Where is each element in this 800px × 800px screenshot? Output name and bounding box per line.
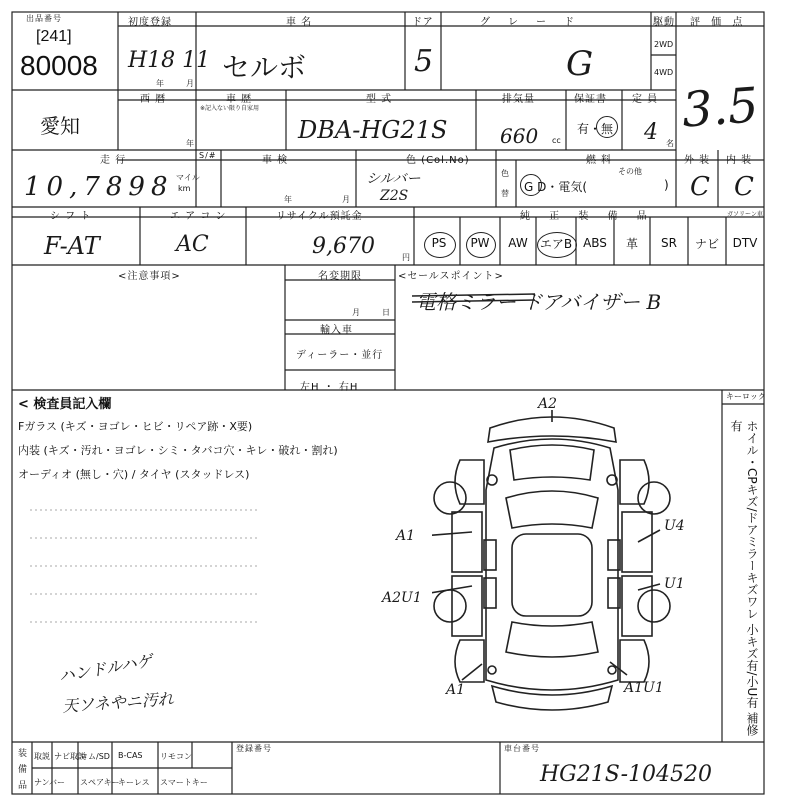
western-label: 西 暦 — [140, 94, 167, 105]
interior-line: 内装 (キズ・汚れ・ヨゴレ・シミ・タバコ穴・キレ・破れ・割れ) — [18, 444, 338, 457]
equip-pw-circle — [466, 232, 496, 258]
lot-number: 80008 — [20, 50, 98, 81]
equip-ps-circle — [424, 232, 456, 258]
keylock-label: キーロック — [726, 392, 766, 401]
lot-label: 出品番号 — [26, 14, 62, 23]
sales-point-strike — [410, 288, 540, 308]
equip-airbag: エアB — [539, 236, 573, 251]
audio-line: オーディオ (無し・穴) / タイヤ (スタッドレス) — [18, 468, 250, 481]
grade-label: グレード — [480, 17, 592, 28]
footer-bcas: B-CAS — [118, 751, 143, 760]
footer-spare-key: スペアキー — [80, 778, 120, 787]
equipment-label: 純 正 装 備 品 — [520, 211, 655, 222]
glass-line: Fガラス (キズ・ヨゴレ・ヒビ・リペア跡・X要) — [18, 420, 253, 433]
equip-ps: PS — [431, 236, 447, 250]
transfer-month: 月 — [352, 308, 360, 317]
drive-4wd: 4WD — [654, 68, 674, 77]
mark-u1: U1 — [664, 576, 685, 592]
drive-label: 駆動 — [653, 17, 675, 28]
warranty-options: 有・無 — [577, 122, 614, 136]
displacement-value: 660 — [500, 124, 539, 148]
chassis-value: HG21S-104520 — [540, 762, 713, 787]
first-reg-year-unit: 年 — [156, 79, 164, 88]
sales-point-value: 電格ミラー ドアバイザー B — [416, 290, 662, 314]
model-label: 型 式 — [366, 94, 393, 105]
color-label: 色 (Col.No) — [406, 155, 470, 166]
equip-leather: 革 — [625, 236, 638, 251]
equip-dtv: DTV — [732, 236, 758, 250]
displacement-label: 排気量 — [502, 94, 535, 105]
fuel-options: G D・電気( — [524, 180, 588, 194]
doors-label: ドア — [412, 17, 434, 28]
chassis-label: 車台番号 — [504, 744, 540, 753]
registration-label: 登録番号 — [236, 744, 272, 753]
capacity-unit: 名 — [666, 139, 674, 148]
recycle-label: リサイクル預託金 — [276, 211, 363, 222]
mileage-value: 10,7898 — [24, 172, 174, 202]
fuel-close-paren: ) — [664, 178, 669, 192]
footer-number-plate: ナンバー — [34, 778, 66, 787]
import-label: 輸入車 — [320, 325, 353, 336]
footer-keyless: キーレス — [118, 778, 150, 787]
equip-sr: SR — [661, 236, 677, 250]
sales-point-label: <セールスポイント> — [398, 271, 504, 282]
inspector-title: < 検査員記入欄 — [18, 397, 112, 412]
handwritten-note-2: 天ソネやニ汚れ — [61, 689, 175, 716]
handwritten-note-1: ハンドルハゲ — [57, 650, 154, 687]
mark-u4: U4 — [664, 518, 685, 534]
color-code: Z2S — [380, 188, 409, 204]
mileage-km-unit: km — [178, 184, 191, 193]
capacity-value: 4 — [644, 120, 658, 145]
drive-2wd: 2WD — [654, 40, 674, 49]
transfer-label: 名変期限 — [318, 271, 362, 282]
color-small: 色 — [501, 169, 509, 178]
warranty-none-circle — [596, 116, 618, 138]
mileage-label: 走 行 — [100, 155, 127, 166]
s-label: S/# — [199, 151, 217, 160]
side-note-vertical: ホイル・CPキズ/ドアミラーキズワレ 小キズ有/小U有 補修有 — [729, 420, 759, 737]
car-name-value: セルボ — [222, 51, 307, 84]
recycle-yen: 円 — [402, 253, 410, 262]
inspection-label: 車 検 — [262, 155, 289, 166]
dealer-label: ディーラー・並行 — [296, 350, 384, 361]
row2-year-unit: 年 — [186, 139, 194, 148]
equip-pw: PW — [470, 236, 490, 250]
interior-label: 内 装 — [726, 155, 753, 166]
car-name-label: 車 名 — [286, 17, 313, 28]
score-value: 3.5 — [680, 77, 761, 139]
mark-a1u1: A1U1 — [624, 680, 664, 696]
first-reg-month-unit: 月 — [186, 79, 194, 88]
footer-header-b: 備 — [18, 765, 28, 775]
history-label: 車 歴 — [226, 94, 253, 105]
shift-label: シ フ ト — [50, 211, 92, 222]
displacement-unit: cc — [552, 136, 561, 145]
mileage-mile-unit: マイル — [176, 173, 200, 182]
equip-navi: ナビ — [694, 236, 719, 251]
footer-header-a: 装 — [18, 749, 28, 759]
fuel-other: その他 — [618, 167, 642, 176]
interior-value: C — [734, 172, 754, 202]
dotted-lines — [30, 500, 270, 660]
footer-manual: 取説 — [34, 752, 50, 761]
equip-airbag-circle — [537, 232, 577, 258]
inspection-year-unit: 年 — [284, 195, 292, 204]
ac-value: AC — [176, 232, 209, 257]
history-note: ※記入ない限り自家用 — [200, 105, 260, 112]
ac-label: エ ア コ ン — [170, 211, 227, 222]
footer-rom-sd: ロム/SD — [80, 752, 110, 761]
mark-a2: A2 — [538, 396, 558, 412]
mark-a2u1: A2U1 — [382, 590, 422, 606]
fuel-label: 燃 料 — [586, 155, 613, 166]
equip-aw: AW — [508, 236, 528, 250]
steering-label: 左H ・ 右H — [300, 382, 359, 393]
footer-navi-manual: ナビ取説 — [54, 752, 86, 761]
doors-value: 5 — [414, 44, 434, 79]
mark-a1-left: A1 — [396, 528, 416, 544]
change-small: 替 — [501, 189, 509, 198]
exterior-label: 外 装 — [684, 155, 711, 166]
footer-header-c: 品 — [18, 781, 28, 791]
location: 愛知 — [40, 114, 80, 138]
score-label: 評 価 点 — [690, 17, 747, 28]
gasoline-label: ガソリーン車 — [727, 211, 763, 218]
first-reg-value: H18 11 — [128, 48, 211, 73]
shift-value: F-AT — [44, 232, 100, 260]
inspection-month-unit: 月 — [342, 195, 350, 204]
recycle-value: 9,670 — [312, 234, 375, 259]
lot-region-code: [241] — [36, 28, 72, 45]
first-reg-label: 初度登録 — [128, 17, 172, 28]
transfer-day: 日 — [382, 308, 390, 317]
warranty-label: 保証書 — [574, 94, 607, 105]
model-value: DBA-HG21S — [298, 116, 448, 144]
exterior-value: C — [690, 172, 710, 202]
equip-abs: ABS — [583, 236, 607, 250]
fuel-gasoline-circle — [520, 174, 542, 196]
capacity-label: 定 員 — [632, 94, 659, 105]
color-value: シルバー — [366, 171, 421, 187]
footer-smart-key: スマートキー — [160, 778, 208, 787]
mark-a1-rear: A1 — [446, 682, 466, 698]
caution-label: <注意事項> — [118, 271, 181, 282]
footer-remote: リモコン — [160, 752, 192, 761]
grade-value: G — [566, 44, 594, 84]
